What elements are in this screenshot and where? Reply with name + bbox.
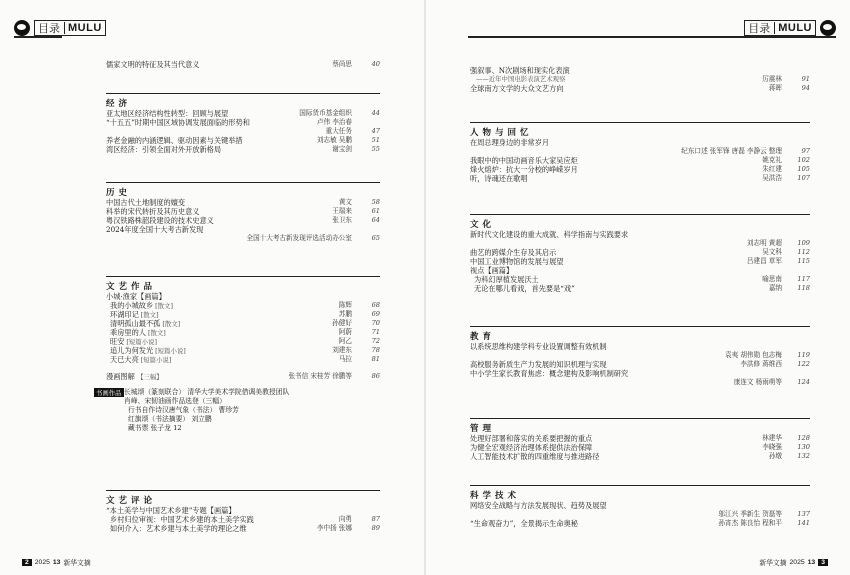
toc-entry[interactable] (106, 328, 380, 337)
entry-author: 李晓强 (762, 443, 782, 451)
entry-title-text: 如何介入：艺术乡建与本土美学的理论之维 (110, 524, 247, 533)
entry-title-text: 新时代文化建设的重大成就、科学指南与实践要求 (470, 230, 629, 239)
entry-page: 40 (371, 60, 380, 68)
toc-entry[interactable] (470, 66, 810, 84)
entry-title (106, 136, 243, 145)
entry-genre-tag: [短篇小说] (124, 338, 157, 346)
entry-title-text: 2024年度全国十大考古新发现 (106, 225, 204, 234)
entry-genre-tag: [散文] (160, 320, 181, 328)
toc-entry[interactable] (470, 156, 810, 165)
entry-author-line: 康连文 杨雨萌等 (733, 378, 782, 386)
entry-title-text: 我的小城故乡 (110, 301, 154, 310)
entry-page: 117 (797, 275, 810, 283)
toc-entry[interactable] (106, 60, 380, 69)
entry-page: 97 (801, 147, 810, 155)
entry-author: 张书信 宋桂芳 徐鹏等 (288, 372, 352, 380)
column-heading: “本土美学与中国艺术乡建”专题【画篇】 (106, 506, 236, 515)
entry-page: 68 (371, 301, 380, 309)
entry-title-text: 曲艺的跨媒介生存及其启示 (470, 248, 557, 257)
entry-title-text: 天已大亮 (110, 355, 139, 364)
column-heading: 视点【画篇】 (470, 266, 514, 275)
entry-author: 蒋晖 (768, 84, 782, 92)
entry-author: 苏鹏 (338, 310, 352, 318)
toc-entry[interactable] (106, 207, 380, 216)
entry-page: 44 (371, 109, 380, 117)
toc-entry[interactable] (470, 138, 810, 156)
entry-title-text: 环湖印记 (110, 310, 139, 319)
entry-author: 吴洪浩 (762, 174, 782, 182)
entry-genre-tag: [散文] (153, 302, 173, 310)
section-title: 历史 (106, 182, 380, 198)
footer-journal: 新华文摘 (63, 560, 91, 567)
header-rule (468, 36, 836, 38)
toc-entry[interactable] (106, 198, 380, 207)
entry-title (110, 515, 254, 524)
entry-page: 130 (797, 443, 810, 451)
toc-label-en: MULU (64, 22, 102, 34)
footer-left (22, 557, 91, 567)
entry-author: 阿蔚 (338, 328, 352, 336)
toc-entry[interactable] (106, 337, 380, 346)
entry-title (470, 66, 570, 75)
footer-year: 2025 (789, 558, 805, 566)
header-rule (14, 36, 62, 38)
entry-page: 118 (797, 284, 810, 292)
entry-page: 102 (797, 156, 810, 164)
section-people (470, 122, 810, 183)
entry-title-text: 听，诗魂还在歌唱 (470, 174, 528, 183)
entry-title-text: 乖房里的人 (110, 328, 146, 337)
entry-title (470, 174, 528, 183)
entry-author: 林建华 (762, 434, 782, 442)
entry-page: 107 (797, 174, 810, 182)
entry-title-text: 粤汉铁路株韶段建设的技术史意义 (106, 216, 214, 225)
left-page (0, 0, 424, 575)
entry-title-text: 追儿为何发光 (110, 346, 154, 355)
entry-title: 儒家文明的特征及其当代意义 (106, 60, 200, 69)
entry-title-text: 亚太地区经济结构性转型：回顾与展望 (106, 109, 229, 118)
entry-author: 黄文 (338, 198, 352, 206)
entry-title-text: 处理好部署和落实的关系要把握的重点 (470, 434, 593, 443)
entry-title-text: 以系统思维构建学科专业设置调整有效机制 (470, 342, 607, 351)
globe-logo-icon (820, 20, 836, 36)
artwork-badge: 书画作品 (96, 389, 122, 397)
entry-author: 国际货币基金组织 (299, 109, 352, 117)
entry-page: 128 (797, 434, 810, 442)
toc-entry[interactable] (106, 216, 380, 225)
entry-genre-text: 短篇小说 (143, 356, 169, 364)
entry-page: 109 (797, 239, 810, 247)
right-page (426, 0, 850, 575)
entry-author: 卢伟 李治春 (316, 118, 352, 126)
entry-title (470, 369, 628, 378)
entry-title-text: 在周总理身边的非常岁月 (470, 138, 550, 147)
entry-title-text: 清明孤山最不孤 (110, 319, 161, 328)
section-culture (470, 214, 810, 293)
entry-page: 70 (371, 319, 380, 327)
entry-title (470, 360, 607, 369)
toc-entry[interactable] (470, 275, 810, 284)
toc-label-cn: 目录 (748, 23, 771, 35)
toc-entry[interactable] (106, 109, 380, 118)
entry-page: 81 (371, 355, 380, 363)
entry-title (470, 519, 578, 528)
entry-title-text: 中国古代土地制度的嬗变 (106, 198, 186, 207)
section-title: 文艺作品 (106, 276, 380, 292)
section-title: 文艺评论 (106, 490, 380, 506)
entry-author-line: 邬江兴 季新生 贺磊等 (718, 510, 782, 518)
entry-author: 吕建昌 草军 (746, 257, 782, 265)
entry-title (110, 355, 171, 365)
entry-author: 吴文科 (762, 248, 782, 256)
entry-genre-tag: [散文] (145, 329, 166, 337)
entry-title (106, 225, 203, 234)
entry-title-text: 全球南方文学的大众文艺方向 (470, 84, 564, 93)
entry-author-line: 袁夷 胡伟勋 包志梅 (725, 351, 782, 359)
toc-entry[interactable] (106, 355, 380, 364)
entry-page: 65 (371, 234, 380, 242)
toc-entry[interactable] (470, 248, 810, 257)
entry-author: 孙宵杰 陈良怡 程和平 (718, 519, 782, 527)
entry-page: 51 (371, 136, 380, 144)
entry-author: 张卫东 (332, 216, 352, 224)
entry-title (474, 275, 539, 284)
entry-title (474, 284, 575, 293)
toc-entry[interactable] (470, 369, 810, 387)
toc-entry[interactable] (106, 319, 380, 328)
footer-issue: 13 (807, 558, 816, 566)
entry-title (470, 230, 628, 239)
entry-title (470, 452, 599, 461)
entry-author-line: 刘志明 黄超 (746, 239, 782, 247)
entry-page: 47 (371, 127, 380, 135)
section-economy (106, 93, 380, 154)
entry-title (106, 118, 250, 127)
entry-title (470, 501, 607, 510)
entry-page: 72 (371, 337, 380, 345)
toc-entry-comic[interactable] (106, 372, 380, 381)
entry-title (106, 145, 221, 154)
toc-header-left (14, 20, 106, 36)
page-number: 3 (818, 559, 828, 566)
toc-entry[interactable] (470, 519, 810, 528)
entry-genre-tag: [短篇小说] (153, 347, 186, 355)
section-literature (96, 276, 380, 440)
entry-author: 向勇 (338, 515, 352, 523)
globe-logo-icon (14, 20, 30, 36)
entry-author: 马拉 (338, 355, 352, 363)
entry-page: 61 (371, 207, 380, 215)
section-education (470, 326, 810, 387)
toc-logo (34, 20, 106, 36)
entry-author: 孙墩 (768, 452, 782, 460)
artwork-line: 肖峰、宋韧油画作品选登（三幅） (124, 397, 226, 405)
section-title: 科学技术 (470, 485, 810, 501)
entry-author: 厉震林 (762, 75, 782, 83)
entry-page: 141 (797, 519, 810, 527)
entry-page: 122 (797, 360, 810, 368)
entry-page: 87 (371, 515, 380, 523)
toc-entry[interactable] (106, 118, 380, 136)
toc-entry[interactable] (106, 225, 380, 243)
entry-title-text: 强叙事、N次剧场和现实化表演 (470, 66, 570, 75)
entry-genre-text: 散文 (164, 320, 178, 328)
entry-title (470, 84, 563, 93)
entry-page: 115 (797, 257, 810, 265)
entry-title-text: 养老金融的内涵逻辑、驱动因素与关键举措 (106, 136, 243, 145)
entry-author: 孙健好 (332, 319, 352, 327)
entry-title (470, 156, 578, 165)
entry-author: 李中扬 张娜 (316, 524, 352, 532)
entry-author: 李洪修 蒋维西 (740, 360, 782, 368)
section-criticism (106, 490, 380, 533)
section-history (106, 182, 380, 243)
entry-author: 阿乙 (338, 337, 352, 345)
entry-title-text: 人工智能技术扩散的四重维度与推进路径 (470, 452, 600, 461)
entry-author-line: 纪东口述 张军锋 唐磊 李静云 整理 (681, 147, 782, 155)
entry-title-text: “生命观奋力”，全景揭示生命奥秘 (470, 519, 578, 528)
entry-genre-text: 散文 (150, 329, 164, 337)
entry-title: 漫画图解 【三幅】 (106, 372, 163, 381)
entry-author: 嘉纳 (768, 284, 782, 292)
entry-author: 王瑞来 (332, 207, 352, 215)
entry-title-text: 网络安全战略与方法发展现状、趋势及展望 (470, 501, 607, 510)
toc-label-en: MULU (774, 22, 812, 34)
entry-genre-tag: [短篇小说] (138, 356, 172, 364)
entry-title-text: “十五五”时期中国区域协调发展面临的形势和 (106, 118, 250, 127)
toc-entry[interactable] (106, 346, 380, 355)
toc-entry[interactable] (470, 434, 810, 443)
entry-author: 刘志敏 吴鹏 (316, 136, 352, 144)
entry-page: 91 (801, 75, 810, 83)
entry-page: 78 (371, 346, 380, 354)
entry-title (470, 434, 592, 443)
entry-author-line: 重大任务 (325, 127, 352, 135)
entry-title (470, 165, 578, 174)
section-title: 教育 (470, 326, 810, 342)
toc-header-right (744, 20, 836, 36)
entry-author: 谢宝剑 (332, 145, 352, 153)
toc-entry[interactable] (470, 443, 810, 452)
entry-title-text: 我眼中的中国动画音乐大家吴应炬 (470, 156, 578, 165)
toc-entry[interactable] (470, 284, 810, 293)
artwork-inset (96, 388, 380, 440)
footer-issue: 13 (52, 558, 61, 566)
toc-entry[interactable] (470, 360, 810, 369)
top-entry-section (106, 60, 380, 69)
toc-entry[interactable] (106, 524, 380, 533)
entry-subtitle: ——近年中国电影表演艺术观察 (476, 75, 566, 83)
entry-title-text: 为健全宏观经济治理体系提供法治保障 (470, 443, 593, 452)
top-entries-section (470, 66, 810, 93)
toc-entry[interactable] (470, 452, 810, 461)
entry-title-text: 旺安 (110, 337, 125, 346)
footer-year: 2025 (34, 558, 50, 566)
toc-entry[interactable] (470, 84, 810, 93)
entry-title-text: 烽火熔炉：抗大一分校的峥嵘岁月 (470, 165, 578, 174)
entry-page: 89 (371, 524, 380, 532)
entry-page: 64 (371, 216, 380, 224)
entry-page: 105 (797, 165, 810, 173)
entry-title-text: 中小学生家长教育焦虑：概念建构及影响机制研究 (470, 369, 629, 378)
section-title: 经济 (106, 93, 380, 109)
toc-entry[interactable] (470, 165, 810, 174)
entry-title-text: 高校服务新质生产力发展的知识机理与实现 (470, 360, 607, 369)
entry-page: 124 (797, 378, 810, 386)
entry-page: 86 (371, 372, 380, 380)
entry-page: 58 (371, 198, 380, 206)
entry-title-text: 中国工业博物馆的发展与展望 (470, 257, 564, 266)
entry-page: 69 (371, 310, 380, 318)
artwork-line: 红旗颂（书法摘要） 刘立鹏 (128, 415, 212, 423)
entry-title (470, 443, 592, 452)
entry-title (470, 248, 556, 257)
toc-entry[interactable] (470, 230, 810, 248)
entry-title (470, 138, 549, 147)
entry-title-text: 乡村归位审视：中国艺术乡建的本土美学实践 (110, 515, 254, 524)
footer-journal: 新华文摘 (759, 560, 787, 567)
entry-genre-tag: [散文] (138, 311, 159, 319)
toc-entry[interactable] (106, 145, 380, 154)
entry-page: 94 (801, 84, 810, 92)
section-governance (470, 418, 810, 461)
section-title: 文化 (470, 214, 810, 230)
toc-logo (744, 20, 816, 36)
toc-entry[interactable] (106, 515, 380, 524)
toc-entry[interactable] (106, 310, 380, 319)
artwork-line: 藏书票 张子龙 12 (128, 424, 182, 432)
entry-title-text: 为科幻厚植发展沃土 (474, 275, 539, 284)
entry-page: 119 (797, 351, 810, 359)
section-title: 管理 (470, 418, 810, 434)
entry-page: 137 (797, 510, 810, 518)
entry-title-text: 湾区经济：引领全面对外开放新格局 (106, 145, 222, 154)
entry-author: 喻思南 (762, 275, 782, 283)
page-number: 2 (22, 559, 32, 566)
entry-title (106, 216, 214, 225)
left-toc-column (96, 60, 380, 575)
toc-entry[interactable] (470, 257, 810, 266)
entry-title-text: 科举的宋代转折及其历史意义 (106, 207, 200, 216)
toc-entry[interactable] (470, 501, 810, 519)
right-toc-column (470, 66, 810, 575)
entry-author: 刘建东 (332, 346, 352, 354)
entry-author-line: 全国十大考古新发现评选活动办公室 (246, 234, 352, 242)
toc-entry[interactable] (106, 301, 380, 310)
entry-genre-text: 散文 (157, 302, 171, 310)
entry-author: 姚克礼 (762, 156, 782, 164)
entry-author: 陈辉 (338, 301, 352, 309)
entry-page: 71 (371, 328, 380, 336)
entry-page: 132 (797, 452, 810, 460)
entry-title (470, 342, 607, 351)
entry-title-text: 无论在哪儿看戏，首先要是“戏” (474, 284, 575, 293)
artwork-line: 长城颂（篆刻联合） 清华大学美术学院借调美教授团队 (124, 388, 290, 396)
column-heading: 小城·渔家【画篇】 (106, 292, 166, 301)
toc-label-cn: 目录 (38, 23, 60, 35)
entry-title (106, 109, 228, 118)
entry-title (110, 524, 247, 533)
entry-title (470, 257, 563, 266)
toc-entry[interactable] (470, 174, 810, 183)
entry-page: 112 (797, 248, 810, 256)
entry-genre-text: 散文 (143, 311, 157, 319)
toc-entry[interactable] (106, 136, 380, 145)
entry-author: 朱红建 (762, 165, 782, 173)
entry-page: 55 (371, 145, 380, 153)
artwork-line: 行书自作诗汉唐气象（书法） 曹珍芳 (128, 406, 239, 414)
entry-genre-text: 短篇小说 (128, 338, 155, 346)
entry-author: 蔡尚思 (332, 60, 352, 68)
entry-title (106, 207, 199, 216)
footer-right (759, 557, 828, 567)
entry-title (106, 198, 185, 207)
section-technology (470, 485, 810, 528)
section-title: 人物与回忆 (470, 122, 810, 138)
entry-genre-text: 短篇小说 (157, 347, 184, 355)
toc-entry[interactable] (470, 342, 810, 360)
